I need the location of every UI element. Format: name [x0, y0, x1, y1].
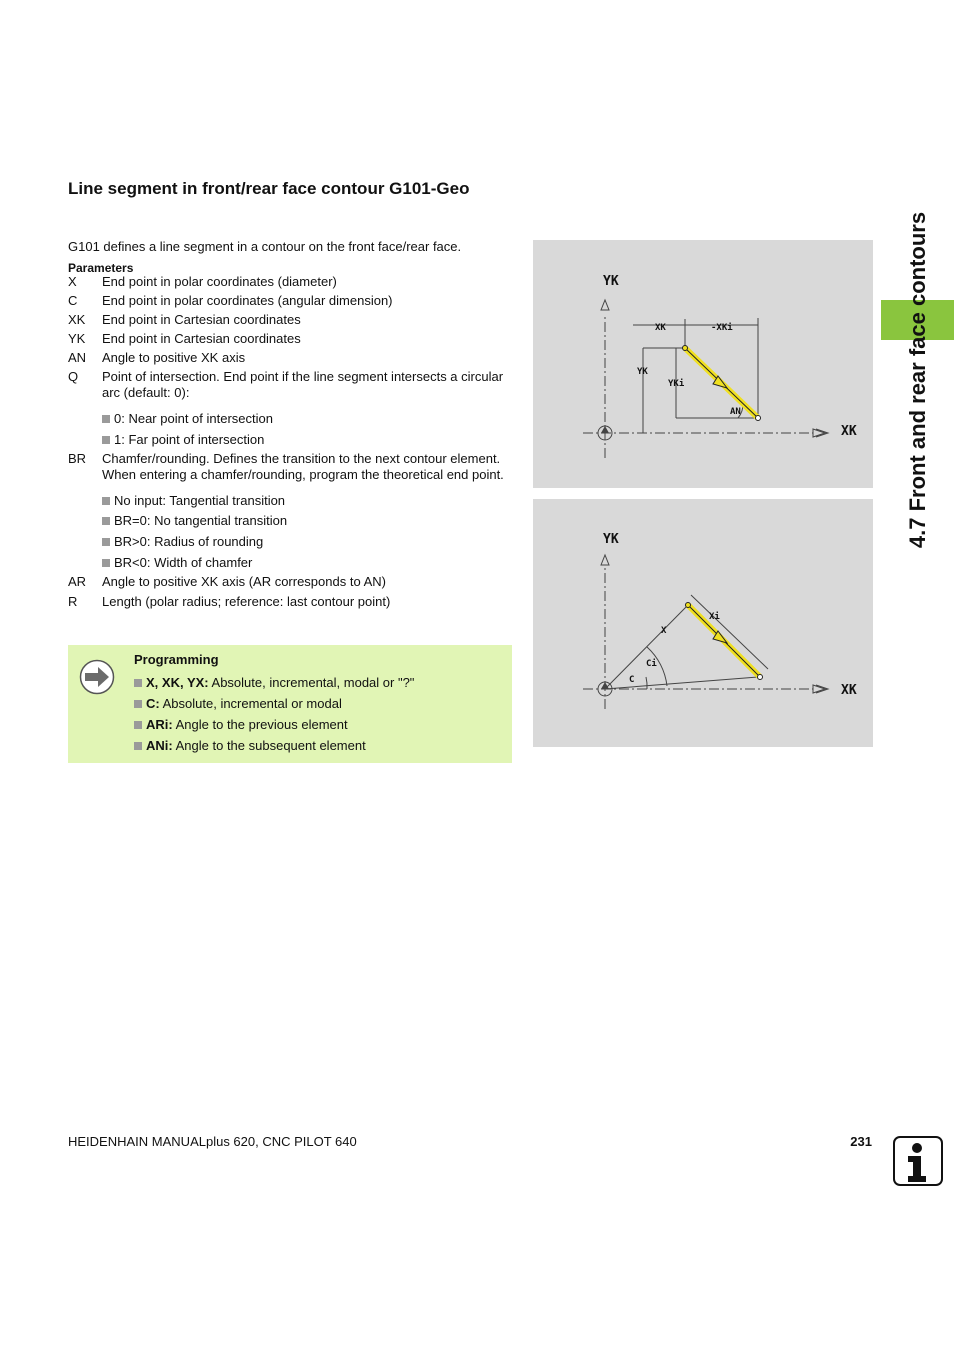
intro-text: G101 defines a line segment in a contour on the front face/rear face.: [68, 239, 462, 254]
bullet-square-icon: [134, 721, 142, 729]
param-desc: End point in Cartesian coordinates: [102, 331, 301, 346]
yki-dimension-label: YKi: [668, 379, 685, 389]
xk-axis-label: XK: [841, 683, 857, 698]
param-desc: Angle to positive XK axis: [102, 350, 246, 365]
cartesian-diagram-svg: [533, 240, 873, 488]
param-code: AR: [68, 574, 87, 589]
footer-product: HEIDENHAIN MANUALplus 620, CNC PILOT 640: [68, 1134, 357, 1149]
programming-title: Programming: [134, 652, 219, 667]
param-desc: Point of intersection. End point if the line segment intersects a circular arc (default: 0):: [102, 369, 504, 400]
bullet-square-icon: [102, 436, 110, 444]
bullet-square-icon: [102, 415, 110, 423]
param-code: XK: [68, 312, 86, 327]
xk-axis-label: XK: [841, 424, 857, 439]
param-row-q: [68, 369, 513, 401]
section-heading: Line segment in front/rear face contour G101-Geo: [68, 179, 470, 198]
bullet-square-icon: [102, 538, 110, 546]
param-desc: Chamfer/rounding. Defines the transition to the next contour element. When entering a chamfer/rounding, program the theoretical end point.: [102, 451, 504, 482]
bullet-square-icon: [102, 517, 110, 525]
q-option-item: 1: Far point of intersection: [102, 432, 513, 448]
bullet-square-icon: [134, 700, 142, 708]
bullet-square-icon: [102, 559, 110, 567]
programming-note: [68, 645, 512, 763]
programming-item: ARi: Angle to the previous element: [134, 717, 504, 738]
param-code: C: [68, 293, 78, 308]
yk-axis-label: YK: [603, 532, 619, 547]
param-row-x: [68, 274, 513, 290]
xi-label: Xi: [709, 612, 720, 622]
param-desc: End point in polar coordinates (diameter): [102, 274, 337, 289]
parameter-list: [68, 273, 513, 610]
an-angle-label: AN: [730, 407, 741, 417]
param-desc: Length (polar radius; reference: last contour point): [102, 594, 391, 609]
param-row-xk: [68, 312, 513, 328]
param-code: Q: [68, 369, 79, 384]
programming-list: [134, 675, 504, 759]
programming-item: C: Absolute, incremental or modal: [134, 696, 504, 717]
bullet-square-icon: [102, 497, 110, 505]
param-row-ar: [68, 574, 513, 590]
yk-dimension-label: YK: [637, 367, 648, 377]
param-row-br: [68, 451, 513, 483]
param-row-an: [68, 350, 513, 366]
yk-axis-label: YK: [603, 274, 619, 289]
xk-dimension-label: XK: [655, 323, 666, 333]
cartesian-diagram: [533, 240, 873, 488]
br-option-item: BR<0: Width of chamfer: [102, 555, 513, 571]
param-code: AN: [68, 350, 87, 365]
param-code: X: [68, 274, 77, 289]
programming-item: ANi: Angle to the subsequent element: [134, 738, 504, 759]
param-row-yk: [68, 331, 513, 347]
arrow-right-icon: [79, 659, 115, 695]
param-desc: Angle to positive XK axis (AR corresponds to AN): [102, 574, 386, 589]
q-option-item: 0: Near point of intersection: [102, 411, 513, 427]
param-desc: End point in polar coordinates (angular dimension): [102, 293, 393, 308]
c-angle-label: C: [629, 675, 635, 685]
x-radius-label: X: [661, 626, 667, 636]
param-code: YK: [68, 331, 86, 346]
param-code: BR: [68, 451, 87, 466]
br-option-item: BR=0: No tangential transition: [102, 513, 513, 529]
param-desc: End point in Cartesian coordinates: [102, 312, 301, 327]
br-option-item: BR>0: Radius of rounding: [102, 534, 513, 550]
chapter-title: 4.7 Front and rear face contours: [905, 211, 930, 549]
param-row-r: [68, 594, 513, 610]
info-icon: [893, 1136, 943, 1186]
bullet-square-icon: [134, 742, 142, 750]
page-number: 231: [850, 1134, 872, 1149]
programming-item: X, XK, YX: Absolute, incremental, modal or "?": [134, 675, 504, 696]
polar-diagram: [533, 499, 873, 747]
parameters-title: Parameters: [68, 261, 134, 275]
polar-diagram-svg: [533, 499, 873, 747]
ci-angle-label: Ci: [646, 659, 657, 669]
br-option-item: No input: Tangential transition: [102, 493, 513, 509]
xki-dimension-label: -XKi: [711, 323, 733, 333]
param-code: R: [68, 594, 78, 609]
bullet-square-icon: [134, 679, 142, 687]
param-row-c: [68, 293, 513, 309]
